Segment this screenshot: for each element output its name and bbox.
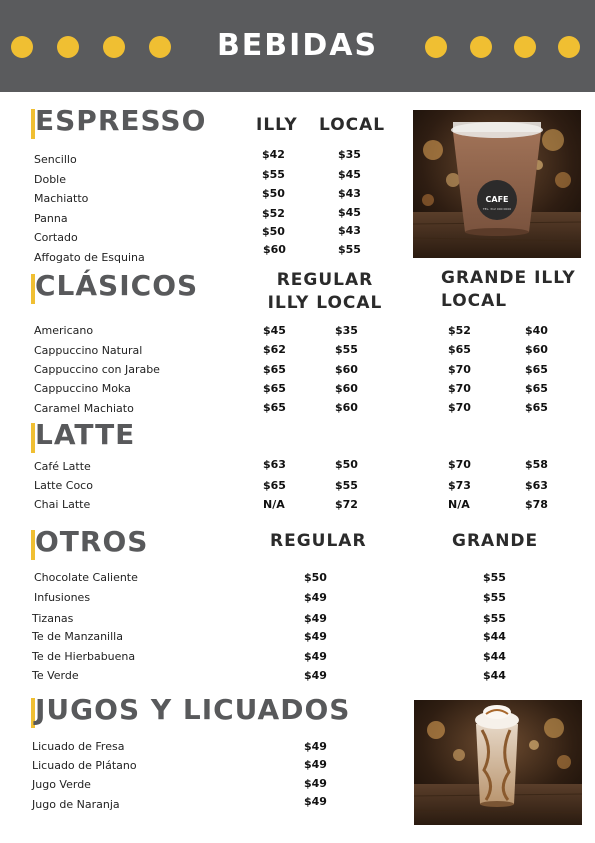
price-regular: $49 xyxy=(304,669,327,682)
price-regular-local: $60 xyxy=(335,363,358,376)
price-regular-illy: $65 xyxy=(263,401,286,414)
section-title-espresso: ESPRESSO xyxy=(35,104,207,137)
item-name: Chocolate Caliente xyxy=(34,571,138,584)
price-regular-local: $35 xyxy=(335,324,358,337)
price-regular-illy: $45 xyxy=(263,324,286,337)
price-illy: $52 xyxy=(262,207,285,220)
price-regular-local: $55 xyxy=(335,343,358,356)
header-bar xyxy=(0,0,595,92)
item-name: Sencillo xyxy=(34,153,77,166)
price-grande: $44 xyxy=(483,669,506,682)
price-regular: $49 xyxy=(304,612,327,625)
price-local: $43 xyxy=(338,224,361,237)
price-grande-illy: $70 xyxy=(448,458,471,471)
item-name: Café Latte xyxy=(34,460,91,473)
decorative-dot xyxy=(425,36,447,58)
price-regular: $49 xyxy=(304,795,327,808)
item-name: Chai Latte xyxy=(34,498,91,511)
item-name: Jugo Verde xyxy=(32,778,91,791)
price-regular: $50 xyxy=(304,571,327,584)
section-title-jugos: JUGOS Y LICUADOS xyxy=(35,693,351,726)
column-header-regular: REGULAR ILLY LOCAL xyxy=(267,270,383,313)
price-regular: $49 xyxy=(304,650,327,663)
price-grande: $55 xyxy=(483,591,506,604)
price-regular-illy: $65 xyxy=(263,382,286,395)
item-name: Te Verde xyxy=(32,669,79,682)
price-grande-local: $40 xyxy=(525,324,548,337)
page-title: BEBIDAS xyxy=(216,28,379,63)
price-grande-local: $60 xyxy=(525,343,548,356)
price-grande-illy: $65 xyxy=(448,343,471,356)
item-name: Infusiones xyxy=(34,591,91,604)
price-regular: $49 xyxy=(304,740,327,753)
price-grande-local: $63 xyxy=(525,479,548,492)
price-regular-illy: $65 xyxy=(263,479,286,492)
frappe-photo xyxy=(414,700,582,825)
price-grande-illy: $70 xyxy=(448,401,471,414)
item-name: Cappuccino con Jarabe xyxy=(34,363,160,376)
cup-logo-text: CAFE xyxy=(485,195,509,204)
item-name: Doble xyxy=(34,173,67,186)
item-name: Jugo de Naranja xyxy=(32,798,120,811)
price-regular: $49 xyxy=(304,758,327,771)
price-regular-local: $72 xyxy=(335,498,358,511)
item-name: Latte Coco xyxy=(34,479,93,492)
price-grande-illy: $73 xyxy=(448,479,471,492)
item-name: Te de Manzanilla xyxy=(32,630,123,643)
price-local: $55 xyxy=(338,243,361,256)
section-title-latte: LATTE xyxy=(35,418,136,451)
iced-coffee-photo xyxy=(413,110,581,258)
price-regular-illy: $65 xyxy=(263,363,286,376)
price-illy: $42 xyxy=(262,148,285,161)
price-grande-local: $78 xyxy=(525,498,548,511)
item-name: Machiatto xyxy=(34,192,89,205)
item-name: Affogato de Esquina xyxy=(34,251,145,264)
price-grande-illy: N/A xyxy=(448,498,470,511)
column-header-local: LOCAL xyxy=(319,115,386,135)
price-grande-local: $58 xyxy=(525,458,548,471)
item-name: Panna xyxy=(34,212,68,225)
price-regular: $49 xyxy=(304,591,327,604)
price-grande-illy: $52 xyxy=(448,324,471,337)
column-header-regular: REGULAR xyxy=(270,531,367,551)
price-regular-local: $60 xyxy=(335,401,358,414)
price-regular-local: $60 xyxy=(335,382,358,395)
price-grande-local: $65 xyxy=(525,363,548,376)
item-name: Licuado de Plátano xyxy=(32,759,137,772)
price-grande-local: $65 xyxy=(525,382,548,395)
price-regular: $49 xyxy=(304,630,327,643)
price-regular-illy: $63 xyxy=(263,458,286,471)
price-grande: $55 xyxy=(483,612,506,625)
item-name: Cortado xyxy=(34,231,78,244)
frappe-image xyxy=(414,700,582,825)
price-regular-illy: $62 xyxy=(263,343,286,356)
decorative-dot xyxy=(514,36,536,58)
price-regular-illy: N/A xyxy=(263,498,285,511)
section-title-clasicos: CLÁSICOS xyxy=(35,269,199,302)
price-regular-local: $55 xyxy=(335,479,358,492)
decorative-dot xyxy=(558,36,580,58)
section-title-otros: OTROS xyxy=(35,525,149,558)
column-header-grande: GRANDE ILLY LOCAL xyxy=(441,268,576,311)
price-regular: $49 xyxy=(304,777,327,790)
price-grande-illy: $70 xyxy=(448,382,471,395)
price-illy: $50 xyxy=(262,225,285,238)
decorative-dot xyxy=(470,36,492,58)
iced-coffee-image xyxy=(413,110,581,258)
item-name: Licuado de Fresa xyxy=(32,740,125,753)
item-name: Americano xyxy=(34,324,94,337)
price-grande-illy: $70 xyxy=(448,363,471,376)
price-grande-local: $65 xyxy=(525,401,548,414)
price-illy: $50 xyxy=(262,187,285,200)
price-grande: $44 xyxy=(483,650,506,663)
column-header-grande: GRANDE xyxy=(452,531,539,551)
item-name: Cappuccino Natural xyxy=(34,344,143,357)
price-grande: $55 xyxy=(483,571,506,584)
price-local: $35 xyxy=(338,148,361,161)
price-grande: $44 xyxy=(483,630,506,643)
item-name: Tizanas xyxy=(32,612,74,625)
price-local: $43 xyxy=(338,187,361,200)
price-local: $45 xyxy=(338,168,361,181)
item-name: Te de Hierbabuena xyxy=(32,650,136,663)
price-regular-local: $50 xyxy=(335,458,358,471)
item-name: Cappuccino Moka xyxy=(34,382,131,395)
price-local: $45 xyxy=(338,206,361,219)
price-illy: $55 xyxy=(262,168,285,181)
column-header-illy: ILLY xyxy=(256,115,298,135)
item-name: Caramel Machiato xyxy=(34,402,134,415)
price-illy: $60 xyxy=(263,243,286,256)
cup-small-text: TEL. 312 000 0000 xyxy=(482,207,512,211)
